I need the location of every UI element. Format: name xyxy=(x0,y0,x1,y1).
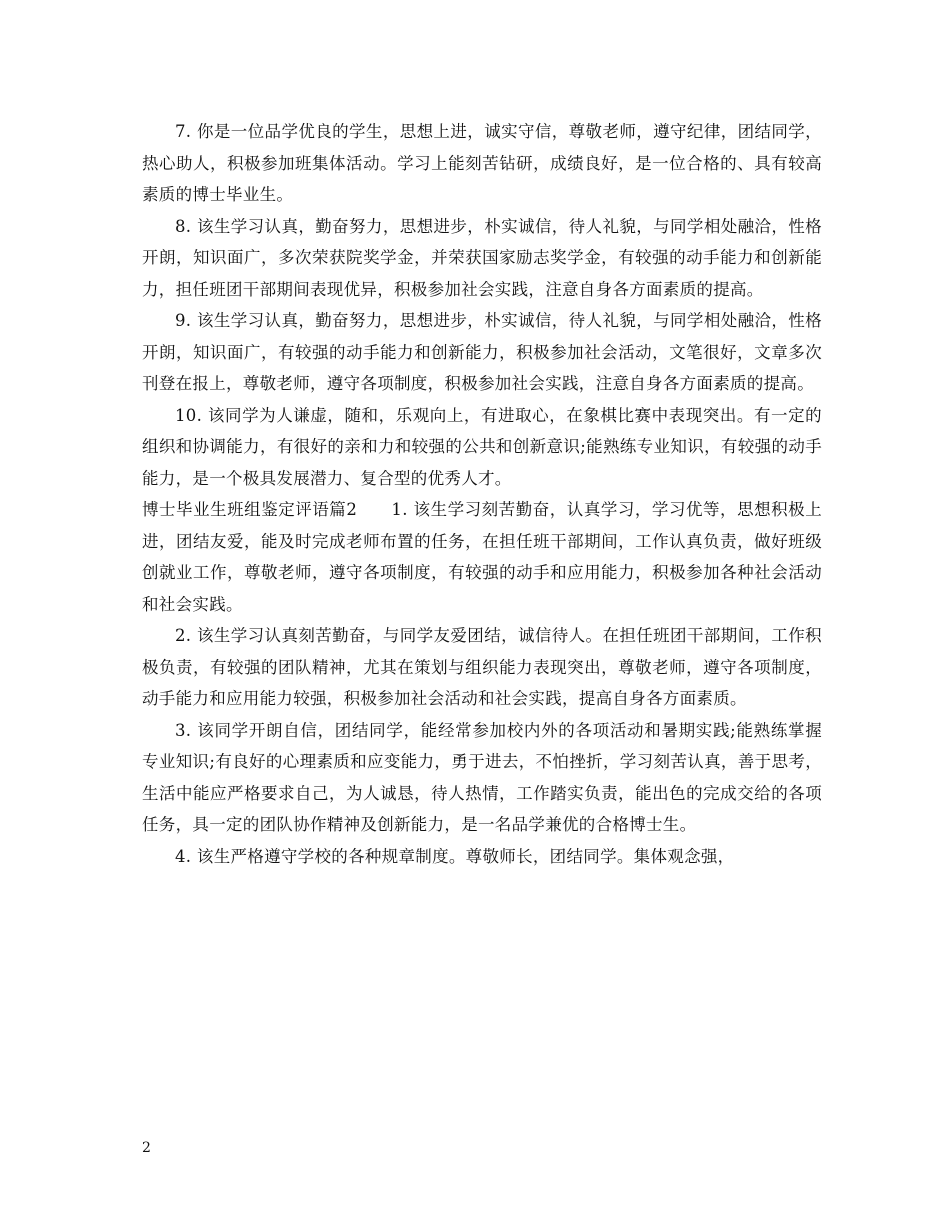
paragraph-10: 10. 该同学为人谦虚，随和，乐观向上，有进取心，在象棋比赛中表现突出。有一定的组织和协调能力，有很好的亲和力和较强的公共和创新意识;能熟练专业知识，有较强的动手能力，是一个极具发展潜力、复合型的优秀人才。 xyxy=(142,405,822,488)
paragraph-2: 2. 该生学习认真刻苦勤奋，与同学友爱团结，诚信待人。在担任班团干部期间，工作积极负责，有较强的团队精神，尤其在策划与组织能力表现突出，尊敬老师，遵守各项制度，动手能力和应用能力较强，积极参加社会活动和社会实践，提高自身各方面素质。 xyxy=(142,626,822,708)
section-heading-paragraph: 博士毕业生班组鉴定评语篇2 1. 该生学习刻苦勤奋，认真学习，学习优等，思想积极上进，团结友爱，能及时完成老师布置的任务，在担任班干部期间，工作认真负责，做好班级创就业工作，尊敬老师，遵守各项制度，有较强的动手和应用能力，积极参加各种社会活动和社会实践。 xyxy=(142,500,822,614)
paragraph-3: 3. 该同学开朗自信，团结同学，能经常参加校内外的各项活动和暑期实践;能熟练掌握专业知识;有良好的心理素质和应变能力，勇于进去，不怕挫折，学习刻苦认真，善于思考，生活中能应严格要求自己，为人诚恳，待人热情，工作踏实负责，能出色的完成交给的各项任务，具一定的团队协作精神及创新能力，是一名品学兼优的合格博士生。 xyxy=(142,720,822,834)
paragraph-7: 7. 你是一位品学优良的学生，思想上进，诚实守信，尊敬老师，遵守纪律，团结同学，热心助人，积极参加班集体活动。学习上能刻苦钻研，成绩良好，是一位合格的、具有较高素质的博士毕业生。 xyxy=(142,122,822,204)
paragraph-8: 8. 该生学习认真，勤奋努力，思想进步，朴实诚信，待人礼貌，与同学相处融洽，性格开朗，知识面广，多次荣获院奖学金，并荣获国家励志奖学金，有较强的动手能力和创新能力，担任班团干部期间表现优异，积极参加社会实践，注意自身各方面素质的提高。 xyxy=(142,216,822,299)
paragraph-9: 9. 该生学习认真，勤奋努力，思想进步，朴实诚信，待人礼貌，与同学相处融洽，性格开朗，知识面广，有较强的动手能力和创新能力，积极参加社会活动，文笔很好，文章多次刊登在报上，尊敬老师，遵守各项制度，积极参加社会实践，注意自身各方面素质的提高。 xyxy=(142,311,822,393)
page-number: 2 xyxy=(142,1140,151,1156)
paragraph-4: 4. 该生严格遵守学校的各种规章制度。尊敬师长，团结同学。集体观念强， xyxy=(175,846,735,866)
body-text xyxy=(142,116,822,872)
